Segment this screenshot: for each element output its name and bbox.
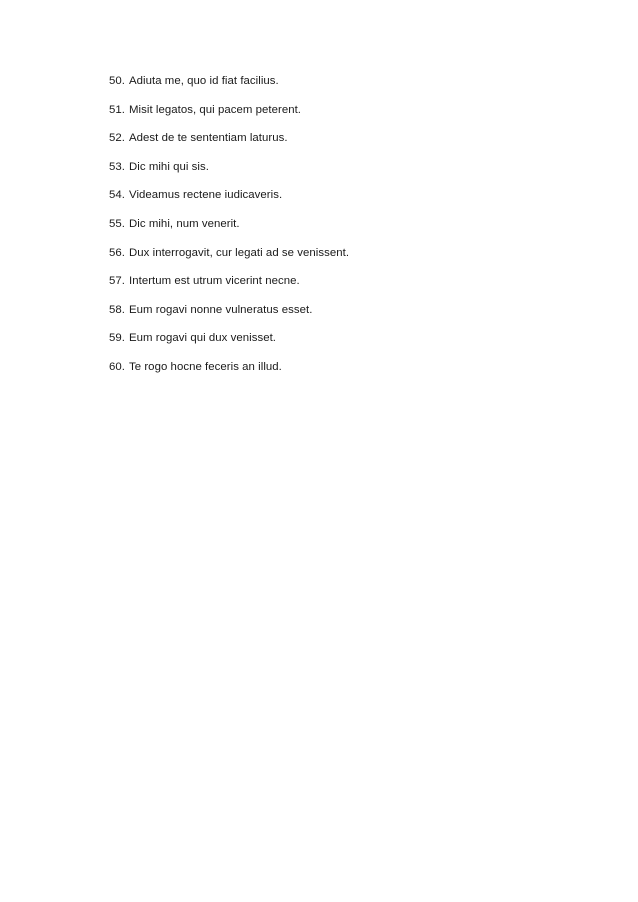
- item-number: 52.: [109, 132, 125, 145]
- list-item: [109, 358, 349, 376]
- list-item: [109, 158, 349, 176]
- item-text: Eum rogavi nonne vulneratus esset.: [129, 303, 313, 316]
- item-text: Eum rogavi qui dux venisset.: [129, 332, 277, 345]
- item-number: 60.: [109, 360, 125, 373]
- list-item: [109, 329, 349, 347]
- list-item: [109, 72, 349, 90]
- list-item: [109, 272, 349, 290]
- item-number: 53.: [109, 160, 125, 173]
- item-text: Dux interrogavit, cur legati ad se venissent.: [129, 246, 350, 259]
- item-number: 51.: [109, 103, 125, 116]
- list-item: [109, 215, 349, 233]
- item-text: Misit legatos, qui pacem peterent.: [129, 103, 302, 116]
- list-item: [109, 301, 349, 319]
- item-number: 59.: [109, 332, 125, 345]
- item-text: Te rogo hocne feceris an illud.: [129, 360, 282, 373]
- item-text: Videamus rectene iudicaveris.: [129, 189, 283, 202]
- item-text: Intertum est utrum vicerint necne.: [129, 275, 300, 288]
- sentence-list: [109, 72, 349, 387]
- item-number: 55.: [109, 217, 125, 230]
- item-text: Dic mihi qui sis.: [129, 160, 209, 173]
- item-number: 54.: [109, 189, 125, 202]
- item-number: 58.: [109, 303, 125, 316]
- item-text: Adest de te sententiam laturus.: [129, 132, 288, 145]
- item-number: 57.: [109, 275, 125, 288]
- list-item: [109, 186, 349, 204]
- item-text: Adiuta me, quo id fiat facilius.: [129, 75, 279, 87]
- item-number: 56.: [109, 246, 125, 259]
- item-text: Dic mihi, num venerit.: [129, 217, 240, 230]
- list-item: [109, 101, 349, 119]
- item-number: 50.: [109, 75, 125, 87]
- list-item: [109, 244, 349, 262]
- list-item: [109, 129, 349, 147]
